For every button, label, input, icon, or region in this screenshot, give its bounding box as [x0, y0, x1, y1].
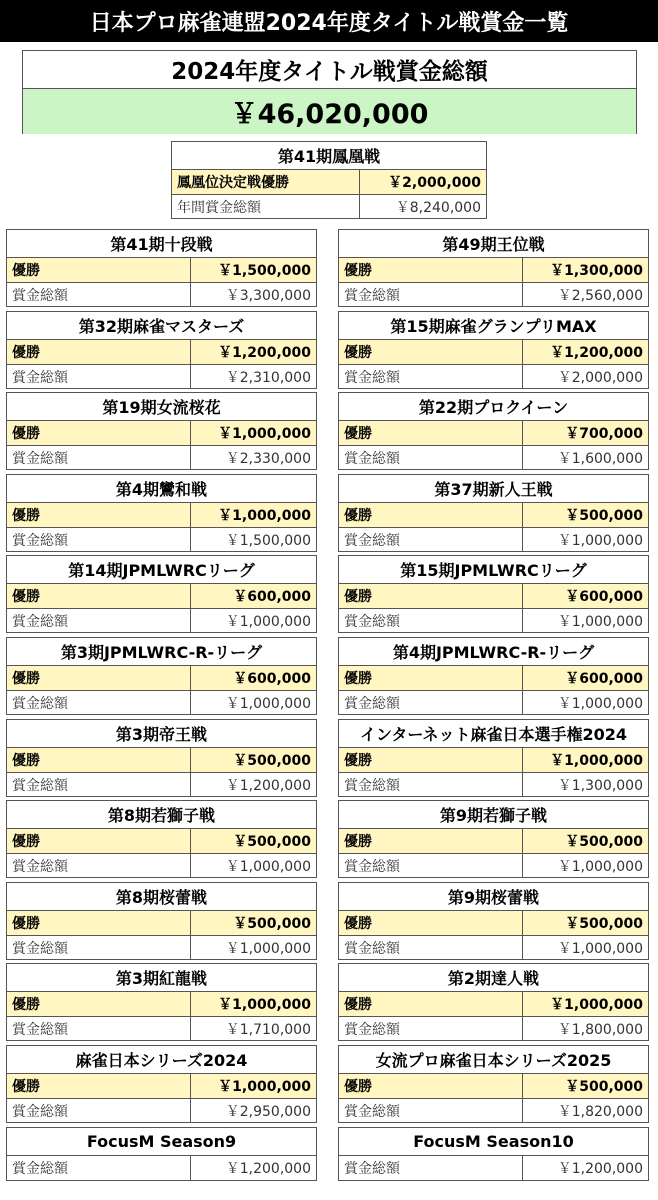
- winner-row: [7, 340, 316, 364]
- winner-value: ￥1,200,000: [550, 345, 643, 361]
- winner-row: [339, 992, 648, 1016]
- winner-label: 優勝: [339, 829, 523, 853]
- total-label: 賞金総額: [339, 365, 523, 388]
- winner-value: ￥1,000,000: [218, 508, 311, 524]
- houou-total-label: 年間賞金総額: [172, 195, 360, 218]
- table-title: 第4期JPMLWRC-R-リーグ: [339, 638, 648, 666]
- winner-row: [7, 1074, 316, 1098]
- total-value: ￥1,710,000: [225, 1021, 311, 1038]
- winner-label: 優勝: [339, 584, 523, 608]
- total-label: 賞金総額: [7, 283, 191, 306]
- houou-winner-row: [172, 170, 486, 194]
- houou-table: [171, 141, 487, 219]
- total-label: 賞金総額: [339, 446, 523, 469]
- winner-label: 優勝: [7, 503, 191, 527]
- winner-row: [339, 829, 648, 853]
- winner-row: [7, 992, 316, 1016]
- total-label: 賞金総額: [7, 528, 191, 551]
- winner-label: 優勝: [7, 258, 191, 282]
- houou-total-row: [172, 194, 486, 218]
- table-title: 麻雀日本シリーズ2024: [7, 1046, 316, 1074]
- winner-value: ￥600,000: [233, 589, 311, 605]
- total-row: [339, 608, 648, 632]
- page-banner: 日本プロ麻雀連盟2024年度タイトル戦賞金一覧: [0, 0, 658, 42]
- total-prize-amount: ￥46,020,000: [23, 89, 636, 134]
- winner-label: 優勝: [7, 748, 191, 772]
- total-value: ￥1,000,000: [225, 940, 311, 957]
- total-label: 賞金総額: [339, 1017, 523, 1040]
- total-value: ￥1,200,000: [557, 1161, 643, 1177]
- total-row: [7, 772, 316, 796]
- title-table: [6, 963, 317, 1041]
- winner-value: ￥600,000: [565, 589, 643, 605]
- total-label: 賞金総額: [339, 773, 523, 796]
- total-value: ￥1,000,000: [557, 532, 643, 549]
- table-title: インターネット麻雀日本選手権2024: [339, 720, 648, 748]
- winner-value: ￥1,200,000: [218, 345, 311, 361]
- total-value: ￥1,000,000: [557, 695, 643, 712]
- winner-value: ￥1,000,000: [218, 426, 311, 442]
- total-row: [339, 445, 648, 469]
- winner-row: [339, 503, 648, 527]
- total-label: 賞金総額: [7, 446, 191, 469]
- winner-value: ￥1,000,000: [218, 1079, 311, 1095]
- winner-row: [7, 421, 316, 445]
- total-value: ￥1,300,000: [557, 777, 643, 794]
- winner-value: ￥500,000: [233, 753, 311, 769]
- total-prize-box: [22, 50, 637, 134]
- table-title: 第41期十段戦: [7, 230, 316, 258]
- total-label: 賞金総額: [339, 1099, 523, 1122]
- winner-value: ￥1,000,000: [550, 753, 643, 769]
- total-label: 賞金総額: [7, 854, 191, 877]
- title-table: [338, 311, 649, 389]
- total-value: ￥1,200,000: [225, 1161, 311, 1177]
- title-table: [6, 800, 317, 878]
- total-value: ￥2,560,000: [557, 287, 643, 304]
- table-title: 第15期麻雀グランプリMAX: [339, 312, 648, 340]
- table-title: 第9期若獅子戦: [339, 801, 648, 829]
- winner-row: [7, 258, 316, 282]
- total-label: 賞金総額: [339, 854, 523, 877]
- table-title: 第32期麻雀マスターズ: [7, 312, 316, 340]
- total-row: [339, 772, 648, 796]
- winner-row: [7, 829, 316, 853]
- table-title: 第3期紅龍戦: [7, 964, 316, 992]
- winner-value: ￥1,000,000: [550, 997, 643, 1013]
- table-title: 第22期プロクイーン: [339, 393, 648, 421]
- total-row: [339, 690, 648, 714]
- title-table: [6, 229, 317, 307]
- winner-value: ￥500,000: [565, 834, 643, 850]
- title-table: [338, 719, 649, 797]
- total-label: 賞金総額: [7, 609, 191, 632]
- table-title: 第8期若獅子戦: [7, 801, 316, 829]
- table-title: 第37期新人王戦: [339, 475, 648, 503]
- winner-label: 優勝: [7, 911, 191, 935]
- winner-label: 優勝: [7, 992, 191, 1016]
- total-row: [339, 364, 648, 388]
- focus-table: [6, 1127, 317, 1181]
- table-title: 第19期女流桜花: [7, 393, 316, 421]
- total-row: [339, 282, 648, 306]
- title-table: [338, 963, 649, 1041]
- total-label: 賞金総額: [339, 691, 523, 714]
- title-table: [6, 474, 317, 552]
- title-table: [338, 637, 649, 715]
- total-value: ￥2,000,000: [557, 369, 643, 386]
- winner-row: [339, 911, 648, 935]
- total-value: ￥1,000,000: [225, 695, 311, 712]
- winner-label: 優勝: [339, 992, 523, 1016]
- winner-row: [339, 340, 648, 364]
- total-value: ￥2,310,000: [225, 369, 311, 386]
- table-title: 第15期JPMLWRCリーグ: [339, 556, 648, 584]
- total-row: [339, 1098, 648, 1122]
- winner-value: ￥1,000,000: [218, 997, 311, 1013]
- total-prize-title: 2024年度タイトル戦賞金総額: [23, 51, 636, 89]
- total-value: ￥2,330,000: [225, 450, 311, 467]
- winner-label: 優勝: [7, 666, 191, 690]
- total-label: 賞金総額: [339, 936, 523, 959]
- total-row: [339, 1156, 648, 1180]
- total-label: 賞金総額: [339, 528, 523, 551]
- total-row: [7, 1016, 316, 1040]
- winner-label: 優勝: [339, 911, 523, 935]
- title-table: [338, 882, 649, 960]
- total-row: [7, 527, 316, 551]
- table-title: 第8期桜蕾戦: [7, 883, 316, 911]
- title-table: [6, 311, 317, 389]
- winner-label: 優勝: [339, 503, 523, 527]
- total-row: [339, 527, 648, 551]
- winner-label: 優勝: [7, 421, 191, 445]
- total-row: [7, 364, 316, 388]
- total-row: [339, 935, 648, 959]
- total-row: [339, 1016, 648, 1040]
- title-table: [6, 882, 317, 960]
- winner-row: [339, 258, 648, 282]
- table-title: 第9期桜蕾戦: [339, 883, 648, 911]
- winner-value: ￥500,000: [233, 916, 311, 932]
- winner-label: 優勝: [339, 666, 523, 690]
- total-row: [7, 1098, 316, 1122]
- total-value: ￥1,000,000: [225, 858, 311, 875]
- winner-row: [339, 666, 648, 690]
- winner-label: 優勝: [7, 584, 191, 608]
- total-label: 賞金総額: [339, 283, 523, 306]
- total-label: 賞金総額: [7, 1156, 191, 1180]
- table-title: 第2期達人戦: [339, 964, 648, 992]
- winner-label: 優勝: [339, 748, 523, 772]
- total-row: [7, 608, 316, 632]
- title-table: [6, 1045, 317, 1123]
- total-value: ￥1,000,000: [225, 613, 311, 630]
- total-value: ￥1,000,000: [557, 858, 643, 875]
- winner-row: [7, 666, 316, 690]
- title-table: [6, 392, 317, 470]
- title-table: [6, 637, 317, 715]
- total-label: 賞金総額: [7, 1017, 191, 1040]
- title-table: [6, 719, 317, 797]
- total-value: ￥1,000,000: [557, 940, 643, 957]
- focus-table: [338, 1127, 649, 1181]
- winner-row: [339, 421, 648, 445]
- winner-row: [7, 503, 316, 527]
- winner-value: ￥700,000: [565, 426, 643, 442]
- winner-row: [339, 584, 648, 608]
- table-title: 第49期王位戦: [339, 230, 648, 258]
- title-table: [6, 555, 317, 633]
- winner-value: ￥1,300,000: [550, 263, 643, 279]
- winner-row: [7, 911, 316, 935]
- houou-winner-label: 鳳凰位決定戦優勝: [172, 170, 360, 194]
- winner-value: ￥500,000: [565, 1079, 643, 1095]
- table-title: FocusM Season10: [339, 1128, 648, 1156]
- houou-winner-value: ￥2,000,000: [388, 175, 481, 191]
- title-table: [338, 800, 649, 878]
- title-table: [338, 392, 649, 470]
- table-title: 第3期帝王戦: [7, 720, 316, 748]
- total-value: ￥1,000,000: [557, 613, 643, 630]
- winner-value: ￥500,000: [565, 916, 643, 932]
- total-label: 賞金総額: [7, 691, 191, 714]
- winner-row: [339, 1074, 648, 1098]
- table-title: 第14期JPMLWRCリーグ: [7, 556, 316, 584]
- table-title: 女流プロ麻雀日本シリーズ2025: [339, 1046, 648, 1074]
- total-value: ￥1,500,000: [225, 532, 311, 549]
- winner-label: 優勝: [339, 1074, 523, 1098]
- winner-value: ￥600,000: [233, 671, 311, 687]
- winner-label: 優勝: [7, 829, 191, 853]
- winner-value: ￥600,000: [565, 671, 643, 687]
- winner-value: ￥1,500,000: [218, 263, 311, 279]
- winner-row: [7, 748, 316, 772]
- total-row: [7, 445, 316, 469]
- title-table: [338, 229, 649, 307]
- winner-row: [7, 584, 316, 608]
- title-table: [338, 474, 649, 552]
- winner-label: 優勝: [339, 340, 523, 364]
- table-title: 第4期鸞和戦: [7, 475, 316, 503]
- winner-row: [339, 748, 648, 772]
- total-row: [339, 853, 648, 877]
- table-title: 第3期JPMLWRC-R-リーグ: [7, 638, 316, 666]
- total-row: [7, 690, 316, 714]
- total-label: 賞金総額: [339, 609, 523, 632]
- houou-title: 第41期鳳凰戦: [172, 142, 486, 170]
- title-table: [338, 555, 649, 633]
- winner-value: ￥500,000: [565, 508, 643, 524]
- total-label: 賞金総額: [7, 773, 191, 796]
- total-value: ￥1,600,000: [557, 450, 643, 467]
- total-row: [7, 282, 316, 306]
- houou-total-value: ￥8,240,000: [395, 199, 481, 216]
- total-row: [7, 853, 316, 877]
- total-value: ￥3,300,000: [225, 287, 311, 304]
- winner-value: ￥500,000: [233, 834, 311, 850]
- total-value: ￥1,820,000: [557, 1103, 643, 1120]
- total-label: 賞金総額: [7, 936, 191, 959]
- title-table: [338, 1045, 649, 1123]
- total-value: ￥1,800,000: [557, 1021, 643, 1038]
- winner-label: 優勝: [339, 421, 523, 445]
- total-value: ￥2,950,000: [225, 1103, 311, 1120]
- winner-label: 優勝: [7, 340, 191, 364]
- table-title: FocusM Season9: [7, 1128, 316, 1156]
- total-row: [7, 1156, 316, 1180]
- winner-label: 優勝: [339, 258, 523, 282]
- winner-label: 優勝: [7, 1074, 191, 1098]
- total-label: 賞金総額: [7, 1099, 191, 1122]
- total-label: 賞金総額: [339, 1156, 523, 1180]
- total-value: ￥1,200,000: [225, 777, 311, 794]
- total-label: 賞金総額: [7, 365, 191, 388]
- total-row: [7, 935, 316, 959]
